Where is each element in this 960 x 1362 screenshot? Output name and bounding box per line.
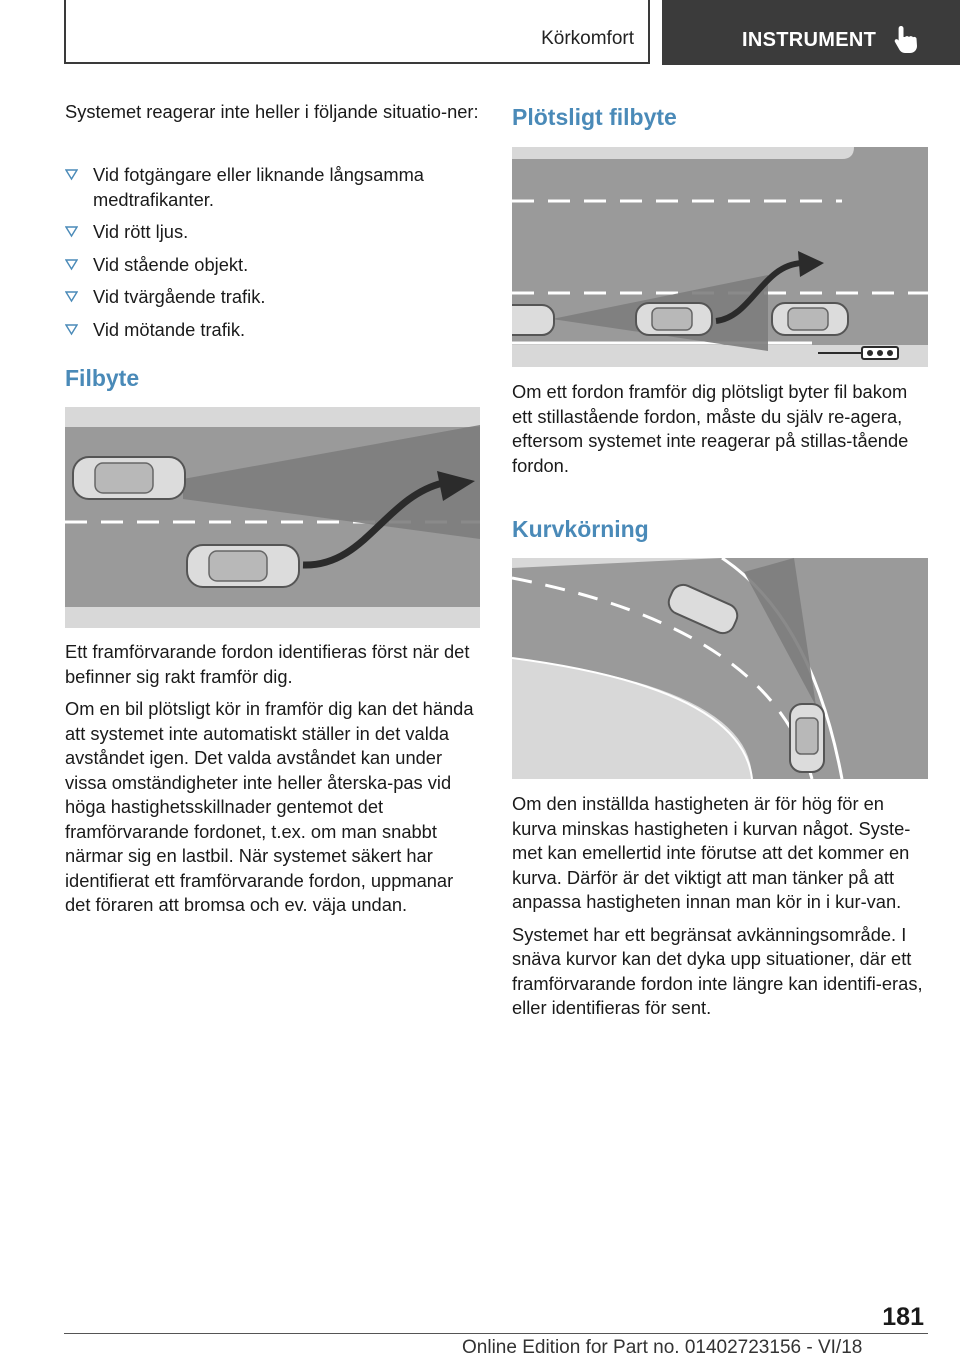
header-section-title: Körkomfort: [541, 28, 634, 49]
intro-paragraph: Systemet reagerar inte heller i följande situatio-ner:: [65, 101, 479, 122]
figure-curve-driving: [512, 558, 928, 779]
triangle-bullet-icon: [65, 258, 78, 271]
heading-plotsligt-filbyte: Plötsligt filbyte: [512, 104, 677, 130]
kurvkorning-text: [512, 792, 928, 1021]
list-item-text: Vid fotgängare eller liknande långsamma medtrafikanter.: [93, 164, 424, 210]
filbyte-paragraph-1: Ett framförvarande fordon identifieras först när det befinner sig rakt framför dig.: [65, 641, 470, 687]
triangle-bullet-icon: [65, 168, 78, 181]
left-column-intro: [65, 100, 480, 125]
situation-list: [65, 163, 480, 342]
header-chapter-label: INSTRUMENT: [742, 29, 877, 51]
car-icon: [790, 704, 824, 772]
figure-sudden-lane-change: [512, 147, 928, 367]
plotsligt-paragraph: Om ett fordon framför dig plötsligt byter fil bakom ett stillastående fordon, måste du själv re-agera, eftersom systemet inte reagerar på stillas-tående fordon.: [512, 381, 909, 476]
footer-edition: Online Edition for Part no. 01402723156 - VI/18: [462, 1337, 863, 1358]
list-item-text: Vid rött ljus.: [93, 221, 189, 242]
triangle-bullet-icon: [65, 290, 78, 303]
sudden-lane-change-illustration: [512, 147, 928, 367]
header-chapter-tab[interactable]: [662, 0, 960, 65]
pointing-hand-icon: [892, 24, 920, 54]
list-item: [65, 285, 480, 310]
lane-change-illustration: [65, 407, 480, 628]
filbyte-text: [65, 640, 480, 918]
curve-driving-illustration: [512, 558, 928, 779]
triangle-bullet-icon: [65, 225, 78, 238]
car-icon: [512, 305, 554, 335]
car-icon: [73, 457, 185, 499]
kurvkorning-paragraph-1: Om den inställda hastigheten är för hög för en kurva minskas hastigheten i kurvan något. Syste-met kan emellertid inte förutse att det kommer en kurva. Därför är det viktigt att man tänker på att anpassa hastigheten innan man kör in i kur-van.: [512, 793, 911, 912]
list-item-text: Vid stående objekt.: [93, 253, 249, 275]
filbyte-paragraph-2: Om en bil plötsligt kör in framför dig kan det hända att systemet inte automatiskt ställer in det valda avståndet igen. Det valda avståndet kan under vissa omständigheter inte heller återska-pas vid höga hastighetsskillnader gentemot det framförvarande fordonet, t.ex. om man snabbt närmar sig en lastbil. När systemet säkert har identifierat ett framförvarande fordon, uppmanar det föraren att bromsa och ev. väja undan.: [65, 698, 474, 915]
heading-kurvkorning: Kurvkörning: [512, 516, 649, 542]
list-item-text: Vid mötande trafik.: [93, 318, 246, 340]
list-item: [65, 163, 480, 212]
page-number: 181: [882, 1303, 924, 1331]
list-item-text: Vid tvärgående trafik.: [93, 286, 266, 307]
footer-divider: [64, 1333, 928, 1334]
figure-lane-change: [65, 407, 480, 628]
list-item: [65, 318, 480, 343]
plotsligt-text: [512, 380, 928, 478]
kurvkorning-paragraph-2: Systemet har ett begränsat avkänningsområde. I snäva kurvor kan det dyka upp situationer, där ett framförvarande fordon inte längre kan identifi-eras, eller identifieras för sent.: [512, 923, 923, 1018]
list-item: [65, 253, 480, 278]
heading-filbyte: Filbyte: [65, 365, 140, 391]
car-icon: [772, 303, 848, 335]
car-icon: [187, 545, 299, 587]
list-item: [65, 220, 480, 245]
header-section-box: [64, 0, 650, 64]
triangle-bullet-icon: [65, 323, 78, 336]
car-icon: [636, 303, 712, 335]
